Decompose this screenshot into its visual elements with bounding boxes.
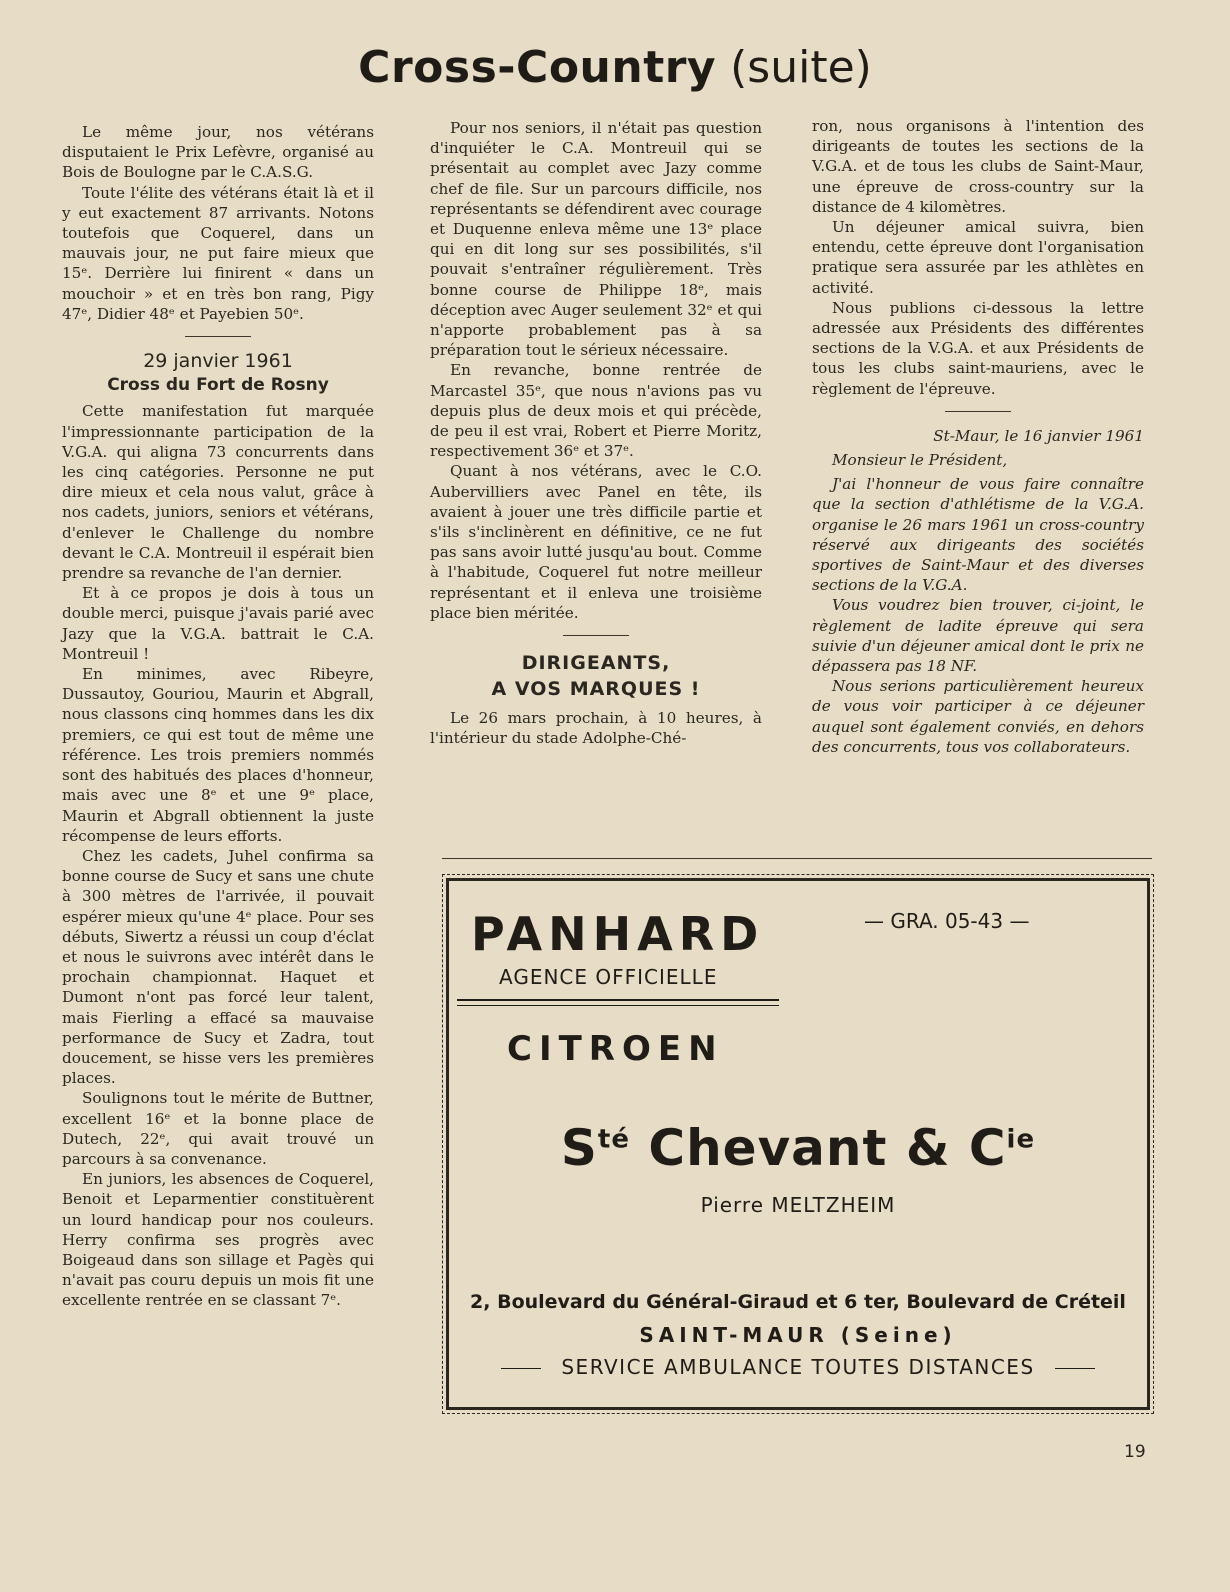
paragraph: ron, nous organisons à l'intention des dirigeants de toutes les sections de la V.G.A. et de tous les clubs de Saint-Maur, une épreuve de cross-country sur la distance de 4 kilomètres.: [812, 117, 1144, 216]
paragraph: En juniors, les absences de Coquerel, Benoit et Leparmentier constituèrent un lourd handicap pour nos couleurs. Herry confirma ses progrès avec Boigeaud dans son sillage et Pagès qui n'avait pas couru depuis un mois fit une excellente rentrée en se classant 7ᵉ.: [62, 1170, 374, 1310]
letter-paragraph: Vous voudrez bien trouver, ci-joint, le règlement de ladite épreuve qui sera suivie d'un déjeuner amical dont le prix ne dépassera pas 18 NF.: [812, 596, 1144, 676]
ad-person: Pierre MELTZHEIM: [700, 1193, 896, 1217]
advertisement-box: [446, 878, 1150, 1410]
divider: [563, 635, 629, 636]
column-3: [812, 116, 1144, 757]
dirigeants-heading-line2: A VOS MARQUES !: [491, 678, 701, 701]
column-1: [62, 122, 374, 1311]
column-2: [430, 118, 762, 748]
title-main: Cross-Country: [358, 42, 717, 93]
paragraph: En revanche, bonne rentrée de Marcastel 35ᵉ, que nous n'avions pas vu depuis plus de deux mois et qui précède, de peu il est vrai, Robert et Pierre Moritz, respectivement 36ᵉ et 37ᵉ.: [430, 361, 762, 461]
ad-brand-subtitle: AGENCE OFFICIELLE: [499, 965, 718, 989]
letter-paragraph: J'ai l'honneur de vous faire connaître que la section d'athlétisme de la V.G.A. organise le 26 mars 1961 un cross-country réservé aux dirigeants des sociétés sportives de Saint-Maur et des diverses sections de la V.G.A.: [812, 475, 1144, 595]
dash-decoration: [1055, 1368, 1095, 1369]
letter-salutation: Monsieur le Président,: [832, 451, 1008, 470]
letter-paragraph: Nous serions particulièrement heureux de vous voir participer à ce déjeuner auquel sont également conviés, en dehors des concurrents, tous vos collaborateurs.: [812, 677, 1144, 756]
section-subheading: Cross du Fort de Rosny: [107, 375, 329, 396]
ad-address: 2, Boulevard du Général-Giraud et 6 ter, Boulevard de Créteil: [470, 1291, 1126, 1313]
ad-city: SAINT-MAUR (Seine): [639, 1323, 957, 1347]
divider: [185, 336, 251, 337]
dirigeants-heading: [430, 650, 762, 702]
ad-phone: — GRA. 05-43 —: [864, 909, 1030, 933]
letter: [812, 426, 1144, 757]
ad-service: SERVICE AMBULANCE TOUTES DISTANCES: [561, 1355, 1035, 1379]
ad-brand-citroen: CITROEN: [507, 1029, 724, 1069]
paragraph: Le même jour, nos vétérans disputaient le Prix Lefèvre, organisé au Bois de Boulogne par le C.A.S.G.: [62, 123, 374, 182]
ad-company-name: [449, 1119, 1147, 1177]
company-st: S: [560, 1119, 598, 1177]
page-number: 19: [1124, 1442, 1146, 1462]
ad-rule: [457, 1005, 779, 1006]
page-title: [0, 42, 1230, 93]
title-suite: (suite): [730, 42, 872, 93]
paragraph: Pour nos seniors, il n'était pas question d'inquiéter le C.A. Montreuil qui se présentait au complet avec Jazy comme chef de file. Sur un parcours difficile, nos représentants se défendirent avec courage et Duquenne enleva même une 13ᵉ place qui en dit long sur ses possibilités, s'il pouvait s'entraîner régulièrement. Très bonne course de Philippe 18ᵉ, mais déception avec Auger seulement 32ᵉ et qui n'apporte probablement pas à sa préparation tout le sérieux nécessaire.: [430, 119, 762, 360]
paragraph: Cette manifestation fut marquée l'impressionnante participation de la V.G.A. qui aligna 73 concurrents dans les cinq catégories. Personne ne put dire mieux et cela nous valut, grâce à nos cadets, juniors, seniors et vétérans, d'enlever le Challenge du nombre devant le C.A. Montreuil il espérait bien prendre sa revanche de l'an dernier.: [62, 402, 374, 583]
letter-place-date: St-Maur, le 16 janvier 1961: [933, 426, 1144, 445]
ad-brand-panhard: PANHARD: [471, 907, 765, 961]
company-st-sup: té: [597, 1124, 630, 1155]
paragraph: En minimes, avec Ribeyre, Dussautoy, Gouriou, Maurin et Abgrall, nous classons cinq hommes dans les dix premiers, ce qui est tout de même une référence. Les trois premiers nommés sont des habitués des places d'honneur, mais avec une 8ᵉ et une 9ᵉ place, Maurin et Abgrall obtiennent la juste récompense de leurs efforts.: [62, 665, 374, 845]
paragraph: Et à ce propos je dois à tous un double merci, puisque j'avais parié avec Jazy que la V.G.A. battrait le C.A. Montreuil !: [62, 584, 374, 663]
paragraph: Le 26 mars prochain, à 10 heures, à l'intérieur du stade Adolphe-Ché-: [430, 709, 762, 748]
ad-service-line: [449, 1355, 1147, 1379]
divider-line: [442, 858, 1152, 859]
paragraph: Chez les cadets, Juhel confirma sa bonne course de Sucy et sans une chute à 300 mètres de l'arrivée, il pouvait espérer mieux qu'une 4ᵉ place. Pour ses débuts, Siwertz a réussi un coup d'éclat et nous le suivrons avec intérêt dans le prochain championnat. Haquet et Dumont n'ont pas forcé leur talent, mais Fierling a effacé sa mauvaise performance de Sucy et Zadra, tout doucement, se hisse vers les premières places.: [62, 846, 374, 1088]
company-name: Chevant & C: [648, 1119, 1007, 1177]
divider: [945, 411, 1011, 412]
section-date-heading: 29 janvier 1961: [143, 350, 293, 373]
paragraph: Soulignons tout le mérite de Buttner, excellent 16ᵉ et la bonne place de Dutech, 22ᵉ, qui avait trouvé un parcours à sa convenance.: [62, 1089, 374, 1168]
ad-rule: [457, 999, 779, 1001]
paragraph: Toute l'élite des vétérans était là et il y eut exactement 87 arrivants. Notons toutefois que Coquerel, dans un mauvais jour, ne put faire mieux que 15ᵉ. Derrière lui finirent « dans un mouchoir » et en très bon rang, Pigy 47ᵉ, Didier 48ᵉ et Payebien 50ᵉ.: [62, 183, 374, 323]
company-sup: ie: [1006, 1124, 1036, 1155]
paragraph: Nous publions ci-dessous la lettre adressée aux Présidents des différentes sections de la V.G.A. et aux Présidents de tous les clubs saint-mauriens, avec le règlement de l'épreuve.: [812, 298, 1144, 398]
paragraph: Un déjeuner amical suivra, bien entendu, cette épreuve dont l'organisation pratique sera assurée par les athlètes en activité.: [812, 218, 1144, 297]
dirigeants-heading-line1: DIRIGEANTS,: [521, 652, 671, 675]
paragraph: Quant à nos vétérans, avec le C.O. Aubervilliers avec Panel en tête, ils avaient à jouer une très difficile partie et s'ils s'inclinèrent en définitive, ce ne fut pas sans avoir lutté jusqu'au bout. Comme à l'habitude, Coquerel fut notre meilleur représentant et il enleva une troisième place bien méritée.: [430, 462, 762, 622]
dash-decoration: [501, 1368, 541, 1369]
